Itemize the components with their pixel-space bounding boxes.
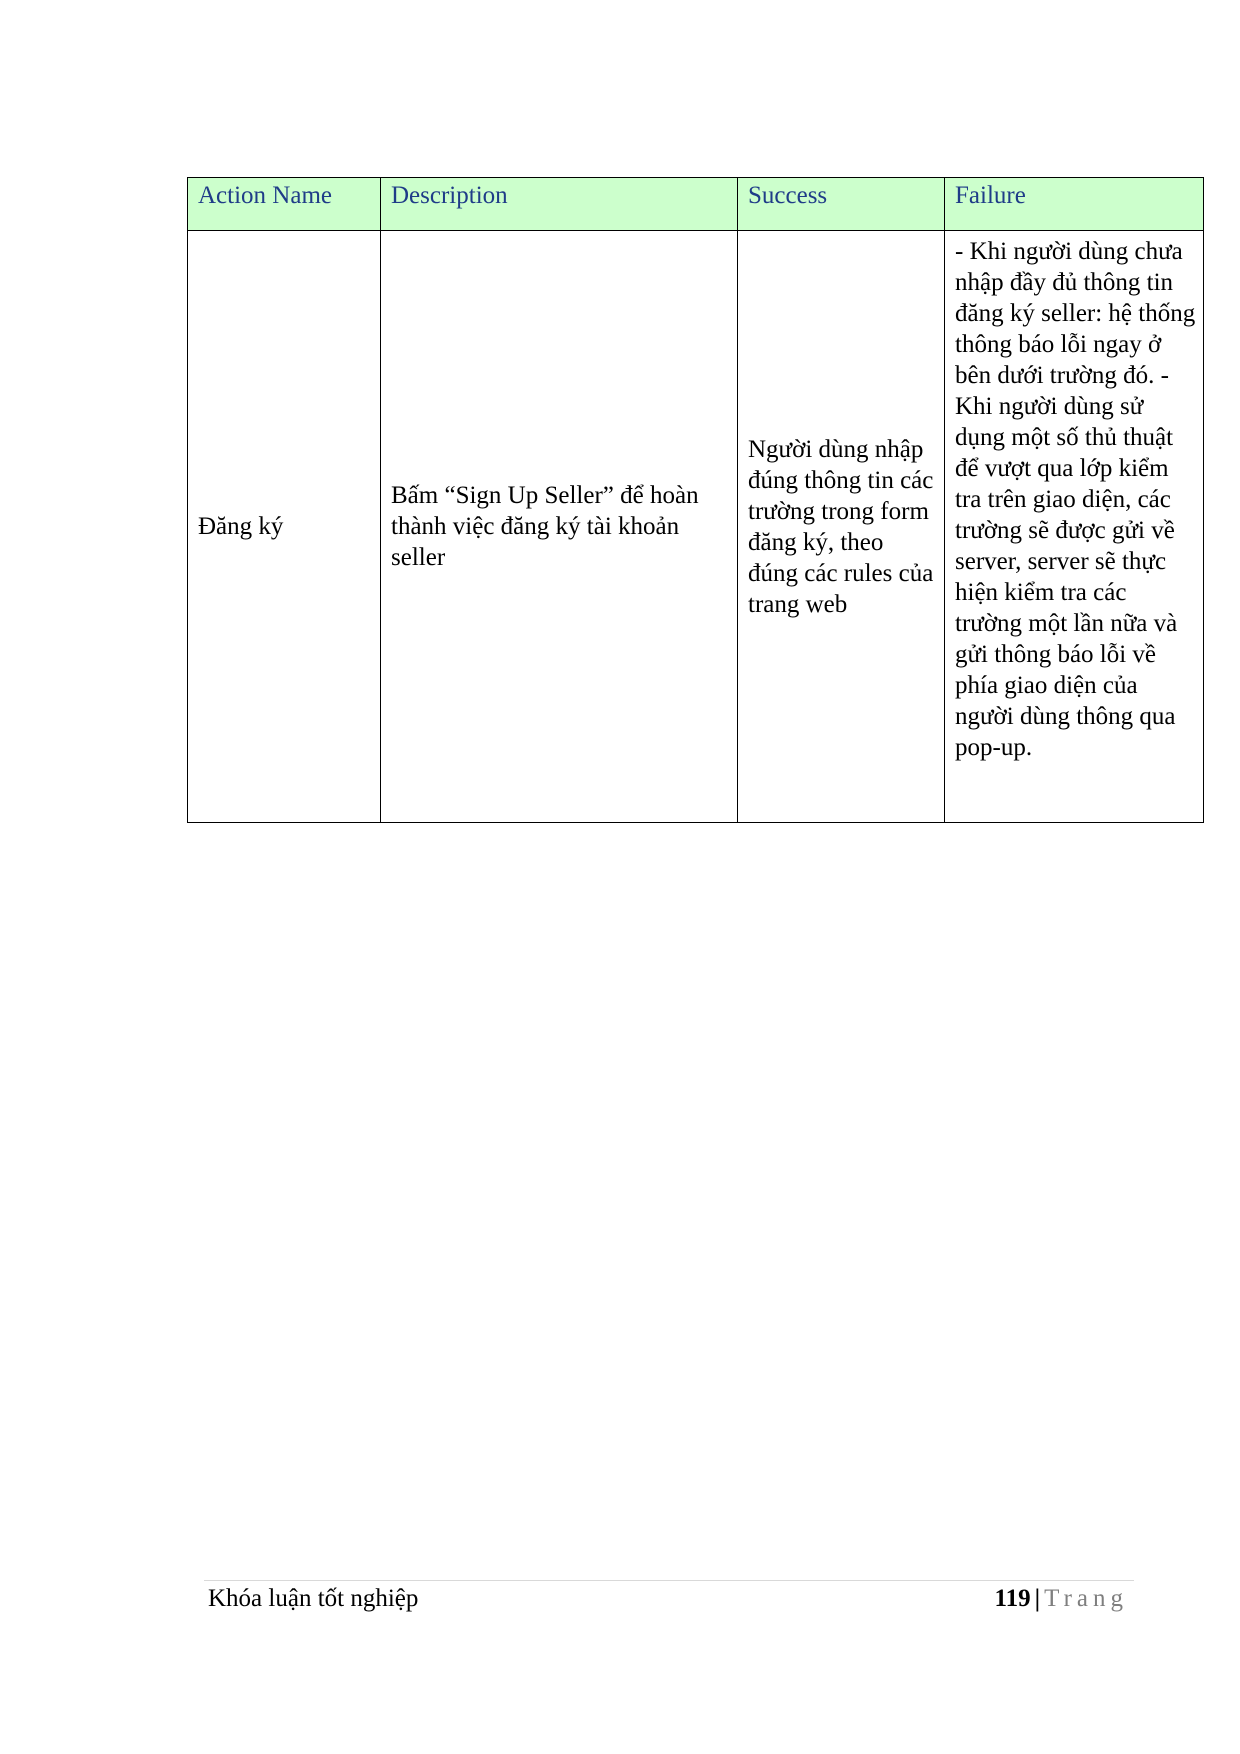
- footer-divider: [204, 1580, 1134, 1581]
- table-header-row: [188, 178, 1204, 231]
- header-failure: Failure: [945, 178, 1204, 231]
- footer-page-info: [995, 1583, 1128, 1615]
- action-spec-table: [187, 177, 1204, 823]
- cell-failure: - Khi người dùng chưa nhập đầy đủ thông tin đăng ký seller: hệ thống thông báo lỗi ngay ở bên dưới trường đó. - Khi người dùng sử dụng một số thủ thuật để vượt qua lớp kiểm tra trên giao diện, các trường sẽ được gửi về server, server sẽ thực hiện kiểm tra các trường một lần nữa và gửi thông báo lỗi về phía giao diện của người dùng thông qua pop-up.: [945, 231, 1204, 823]
- cell-description: Bấm “Sign Up Seller” để hoàn thành việc đăng ký tài khoản seller: [381, 231, 738, 823]
- cell-success: Người dùng nhập đúng thông tin các trường trong form đăng ký, theo đúng các rules của trang web: [738, 231, 945, 823]
- page-number: 119: [994, 1585, 1031, 1612]
- header-description: Description: [381, 178, 738, 231]
- page-label: Trang: [1044, 1585, 1128, 1612]
- cell-action-name: Đăng ký: [188, 231, 381, 823]
- footer-document-title: Khóa luận tốt nghiệp: [208, 1585, 419, 1612]
- table-row: [188, 231, 1204, 823]
- footer-separator: |: [1034, 1585, 1041, 1612]
- header-success: Success: [738, 178, 945, 231]
- header-action-name: Action Name: [188, 178, 381, 231]
